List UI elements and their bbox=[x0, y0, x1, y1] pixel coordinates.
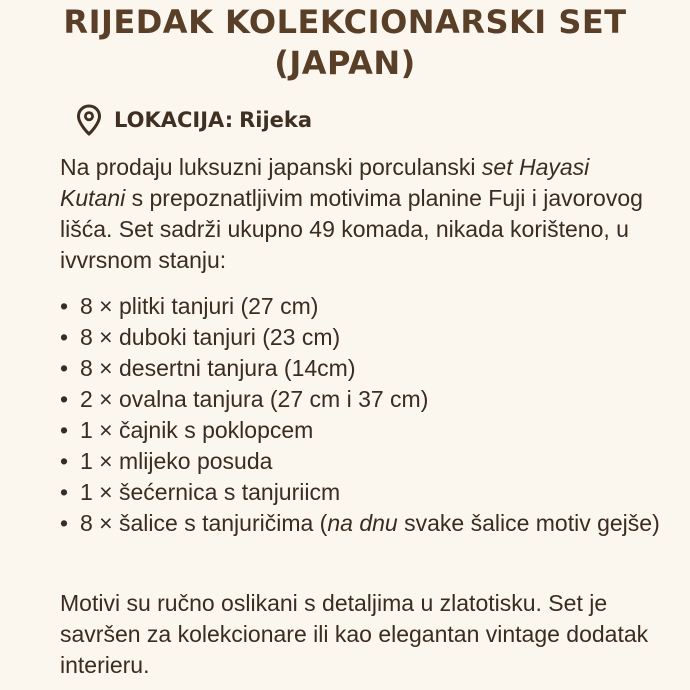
title-line-2: (JAPAN) bbox=[274, 44, 416, 82]
list-item: • 1 × šećernica s tanjuriicm bbox=[60, 477, 660, 508]
list-item-cups bbox=[60, 508, 660, 539]
title-line-1: RIJEDAK KOLEKCIONARSKI SET bbox=[63, 3, 627, 41]
description-italic-set-name: set Hayasi Kutani bbox=[60, 154, 590, 211]
location-row bbox=[76, 102, 312, 138]
list-item: • 1 × čajnik s poklopcem bbox=[60, 415, 660, 446]
description-text-2: s prepoznatljivim motivima planine Fuji i javorovog lišća. Set sadrži ukupno 49 komada, nikada korišteno, u ivvrsnom stanju: bbox=[60, 185, 643, 273]
closing-paragraph: Motivi su ručno oslikani s detaljima u zlatotisku. Set je savršen za kolekcionare ili kao elegantan vintage dodatak interieru. bbox=[60, 590, 649, 678]
list-item: • 2 × ovalna tanjura (27 cm i 37 cm) bbox=[60, 384, 660, 415]
set-items-list bbox=[60, 291, 660, 539]
location-value: Rijeka bbox=[239, 108, 313, 132]
description-paragraph bbox=[60, 152, 660, 276]
list-item: • 8 × plitki tanjuri (27 cm) bbox=[60, 291, 660, 322]
list-item: • 1 × mlijeko posuda bbox=[60, 446, 660, 477]
listing-title bbox=[40, 2, 650, 84]
map-pin-icon bbox=[76, 104, 102, 136]
list-item: • 8 × desertni tanjura (14cm) bbox=[60, 353, 660, 384]
list-item: • 8 × duboki tanjuri (23 cm) bbox=[60, 322, 660, 353]
cups-text-2: svake šalice motiv gejše) bbox=[397, 510, 660, 536]
cups-text-1: 8 × šalice s tanjuričima ( bbox=[80, 510, 328, 536]
cups-italic-text: na dnu bbox=[327, 510, 398, 536]
location-label: LOKACIJA: bbox=[114, 108, 234, 132]
description-text-1: Na prodaju luksuzni japanski porculanski bbox=[60, 154, 482, 180]
